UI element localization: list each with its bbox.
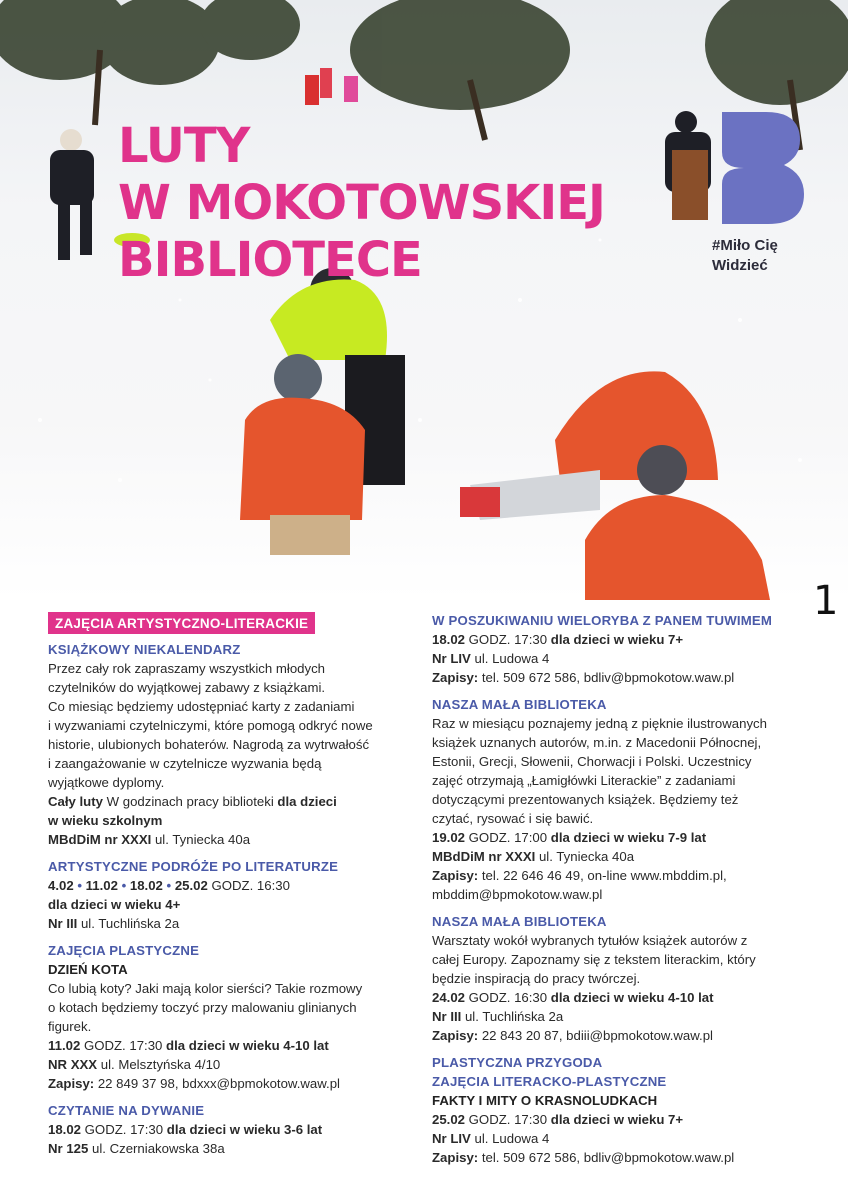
hashtag-line-2: Widzieć bbox=[712, 257, 768, 274]
event-wieloryb bbox=[432, 611, 812, 687]
right-column bbox=[432, 611, 812, 1175]
desc-line: czytać, rysować i się bawić. bbox=[432, 811, 594, 826]
event-place bbox=[48, 914, 420, 933]
date: 19.02 bbox=[432, 830, 466, 845]
event-place bbox=[48, 1139, 420, 1158]
event-subtitle: DZIEŃ KOTA bbox=[48, 962, 128, 977]
event-czytanie-na-dywanie bbox=[48, 1101, 420, 1158]
desc-line: czytelników do wyjątkowej zabawy z książkami. bbox=[48, 680, 326, 695]
signup-label: Zapisy: bbox=[432, 1150, 479, 1165]
place-text: ul. Tuchlińska 2a bbox=[461, 1009, 564, 1024]
place-text: ul. Tuchlińska 2a bbox=[77, 916, 180, 931]
when-text: W godzinach pracy biblioteki bbox=[102, 794, 278, 809]
time: GODZ. 17:30 bbox=[81, 1122, 167, 1137]
desc-line: Co miesiąc będziemy udostępniać karty z zadaniami bbox=[48, 699, 355, 714]
place-text: ul. Czerniakowska 38a bbox=[88, 1141, 225, 1156]
desc-line: Warsztaty wokół wybranych tytułów książek autorów z bbox=[432, 933, 748, 948]
event-title: W POSZUKIWANIU WIELORYBA Z PANEM TUWIMEM bbox=[432, 613, 773, 628]
desc-line: historie, ulubionych bohaterów. Nagrodą za wytrwałość bbox=[48, 737, 370, 752]
event-nasza-mala-biblioteka-1 bbox=[432, 695, 812, 904]
who-bold: dla dzieci w wieku 7+ bbox=[550, 1112, 684, 1127]
event-title: PLASTYCZNA PRZYGODA bbox=[432, 1055, 603, 1070]
hashtag bbox=[712, 236, 778, 276]
who-bold: dla dzieci w wieku 7-9 lat bbox=[550, 830, 707, 845]
event-when bbox=[432, 828, 812, 847]
desc-line: całej Europy. Zapoznamy się z tekstem literackim, który bbox=[432, 952, 756, 967]
event-place bbox=[432, 1129, 812, 1148]
place-bold: NR XXX bbox=[48, 1057, 98, 1072]
date: 11.02 bbox=[48, 1038, 81, 1053]
who-bold: dla dzieci w wieku 3-6 lat bbox=[166, 1122, 323, 1137]
desc-line: będzie inspiracją do pracy twórczej. bbox=[432, 971, 641, 986]
event-title: CZYTANIE NA DYWANIE bbox=[48, 1103, 205, 1118]
who-bold: dla dzieci w wieku 4-10 lat bbox=[550, 990, 714, 1005]
time: GODZ. 17:30 bbox=[465, 632, 551, 647]
page-title bbox=[118, 118, 605, 289]
date: 25.02 bbox=[174, 878, 208, 893]
event-when bbox=[48, 1036, 420, 1055]
title-line-3: BIBLIOTECE bbox=[118, 232, 422, 288]
separator: • bbox=[162, 878, 175, 893]
place-text: ul. Tyniecka 40a bbox=[535, 849, 635, 864]
place-text: ul. Ludowa 4 bbox=[470, 1131, 550, 1146]
who-bold-2: w wieku szkolnym bbox=[48, 813, 163, 828]
date: 25.02 bbox=[432, 1112, 466, 1127]
event-signup bbox=[432, 1148, 812, 1167]
desc-line: dotyczącymi prezentowanych książek. Będziemy też bbox=[432, 792, 739, 807]
event-ksiazkowy-niekalendarz bbox=[48, 640, 420, 849]
event-signup bbox=[432, 668, 812, 687]
event-place bbox=[48, 830, 420, 849]
date: 4.02 bbox=[48, 878, 74, 893]
event-title: NASZA MAŁA BIBLIOTEKA bbox=[432, 914, 607, 929]
left-column bbox=[48, 612, 420, 1166]
library-b-logo-icon bbox=[722, 112, 804, 224]
time: GODZ. 16:30 bbox=[207, 878, 290, 893]
signup-label: Zapisy: bbox=[432, 670, 479, 685]
place-bold: Nr LIV bbox=[432, 651, 471, 666]
event-who: dla dzieci w wieku 4+ bbox=[48, 897, 181, 912]
signup-text: 22 849 37 98, bdxxx@bpmokotow.waw.pl bbox=[94, 1076, 340, 1091]
separator: • bbox=[117, 878, 130, 893]
time: GODZ. 17:30 bbox=[80, 1038, 167, 1053]
place-text: ul. Tyniecka 40a bbox=[151, 832, 251, 847]
desc-line: i zaangażowanie w czytelnicze wyzwania będą bbox=[48, 756, 322, 771]
category-banner: ZAJĘCIA ARTYSTYCZNO-LITERACKIE bbox=[48, 612, 315, 634]
place-bold: Nr III bbox=[432, 1009, 462, 1024]
who-bold: dla dzieci bbox=[277, 794, 337, 809]
desc-line: figurek. bbox=[48, 1019, 92, 1034]
desc-line: Przez cały rok zapraszamy wszystkich młodych bbox=[48, 661, 326, 676]
desc-line: i wyzwaniami czytelniczymi, które pomogą odkryć nowe bbox=[48, 718, 373, 733]
event-zajecia-plastyczne bbox=[48, 941, 420, 1093]
desc-line: Raz w miesiącu poznajemy jedną z pięknie ilustrowanych bbox=[432, 716, 767, 731]
desc-line: o kotach będziemy toczyć przy malowaniu glinianych bbox=[48, 1000, 357, 1015]
date: 18.02 bbox=[432, 632, 466, 647]
event-when bbox=[432, 988, 812, 1007]
signup-text: tel. 509 672 586, bdliv@bpmokotow.waw.pl bbox=[478, 670, 735, 685]
signup-text: tel. 22 646 46 49, on-line www.mbddim.pl, bbox=[478, 868, 727, 883]
page-number: 1 bbox=[813, 578, 839, 624]
desc-line: Co lubią koty? Jaki mają kolor sierści? Takie rozmowy bbox=[48, 981, 363, 996]
date: 18.02 bbox=[48, 1122, 82, 1137]
event-signup bbox=[432, 1026, 812, 1045]
event-signup bbox=[432, 866, 812, 885]
event-dates bbox=[48, 876, 420, 895]
when-bold: Cały luty bbox=[48, 794, 103, 809]
place-bold: MBdDiM nr XXXI bbox=[432, 849, 536, 864]
title-line-1: LUTY bbox=[118, 118, 250, 174]
event-nasza-mala-biblioteka-2 bbox=[432, 912, 812, 1045]
event-title: ARTYSTYCZNE PODRÓŻE PO LITERATURZE bbox=[48, 859, 339, 874]
event-title: KSIĄŻKOWY NIEKALENDARZ bbox=[48, 642, 241, 657]
event-when bbox=[432, 1110, 812, 1129]
title-line-2: W MOKOTOWSKIEJ bbox=[118, 175, 605, 231]
desc-line: zajęć otrzymają „Łamigłówki Literackie” z zadaniami bbox=[432, 773, 736, 788]
event-artystyczne-podroze bbox=[48, 857, 420, 933]
event-place bbox=[48, 1055, 420, 1074]
signup-text: 22 843 20 87, bdiii@bpmokotow.waw.pl bbox=[478, 1028, 713, 1043]
event-signup bbox=[48, 1074, 420, 1093]
signup-label: Zapisy: bbox=[48, 1076, 95, 1091]
hashtag-line-1: #Miło Cię bbox=[712, 237, 778, 254]
signup-text: tel. 509 672 586, bdliv@bpmokotow.waw.pl bbox=[478, 1150, 735, 1165]
place-bold: Nr LIV bbox=[432, 1131, 471, 1146]
signup-label: Zapisy: bbox=[432, 1028, 479, 1043]
event-when bbox=[48, 1120, 420, 1139]
time: GODZ. 17:00 bbox=[465, 830, 551, 845]
event-place bbox=[432, 1007, 812, 1026]
signup-label: Zapisy: bbox=[432, 868, 479, 883]
place-bold: MBdDiM nr XXXI bbox=[48, 832, 152, 847]
signup-text-2: mbddim@bpmokotow.waw.pl bbox=[432, 887, 603, 902]
place-text: ul. Ludowa 4 bbox=[470, 651, 550, 666]
place-text: ul. Melsztyńska 4/10 bbox=[97, 1057, 221, 1072]
date: 11.02 bbox=[85, 878, 118, 893]
who-bold: dla dzieci w wieku 7+ bbox=[550, 632, 684, 647]
time: GODZ. 16:30 bbox=[465, 990, 551, 1005]
event-plastyczna-przygoda bbox=[432, 1053, 812, 1167]
event-when bbox=[432, 630, 812, 649]
event-place bbox=[432, 649, 812, 668]
event-when bbox=[48, 792, 420, 811]
event-title-2: ZAJĘCIA LITERACKO-PLASTYCZNE bbox=[432, 1074, 667, 1089]
desc-line: wyjątkowe dyplomy. bbox=[48, 775, 165, 790]
place-bold: Nr III bbox=[48, 916, 78, 931]
who-bold: dla dzieci w wieku 4-10 lat bbox=[166, 1038, 329, 1053]
date: 24.02 bbox=[432, 990, 466, 1005]
separator: • bbox=[73, 878, 86, 893]
date: 18.02 bbox=[129, 878, 163, 893]
event-title: ZAJĘCIA PLASTYCZNE bbox=[48, 943, 200, 958]
time: GODZ. 17:30 bbox=[465, 1112, 551, 1127]
place-bold: Nr 125 bbox=[48, 1141, 89, 1156]
event-place bbox=[432, 847, 812, 866]
desc-line: książek uznanych autorów, m.in. z Macedonii Północnej, bbox=[432, 735, 762, 750]
desc-line: Estonii, Grecji, Słowenii, Chorwacji i Polski. Uczestnicy bbox=[432, 754, 752, 769]
event-subtitle: FAKTY I MITY O KRASNOLUDKACH bbox=[432, 1093, 658, 1108]
event-title: NASZA MAŁA BIBLIOTEKA bbox=[432, 697, 607, 712]
